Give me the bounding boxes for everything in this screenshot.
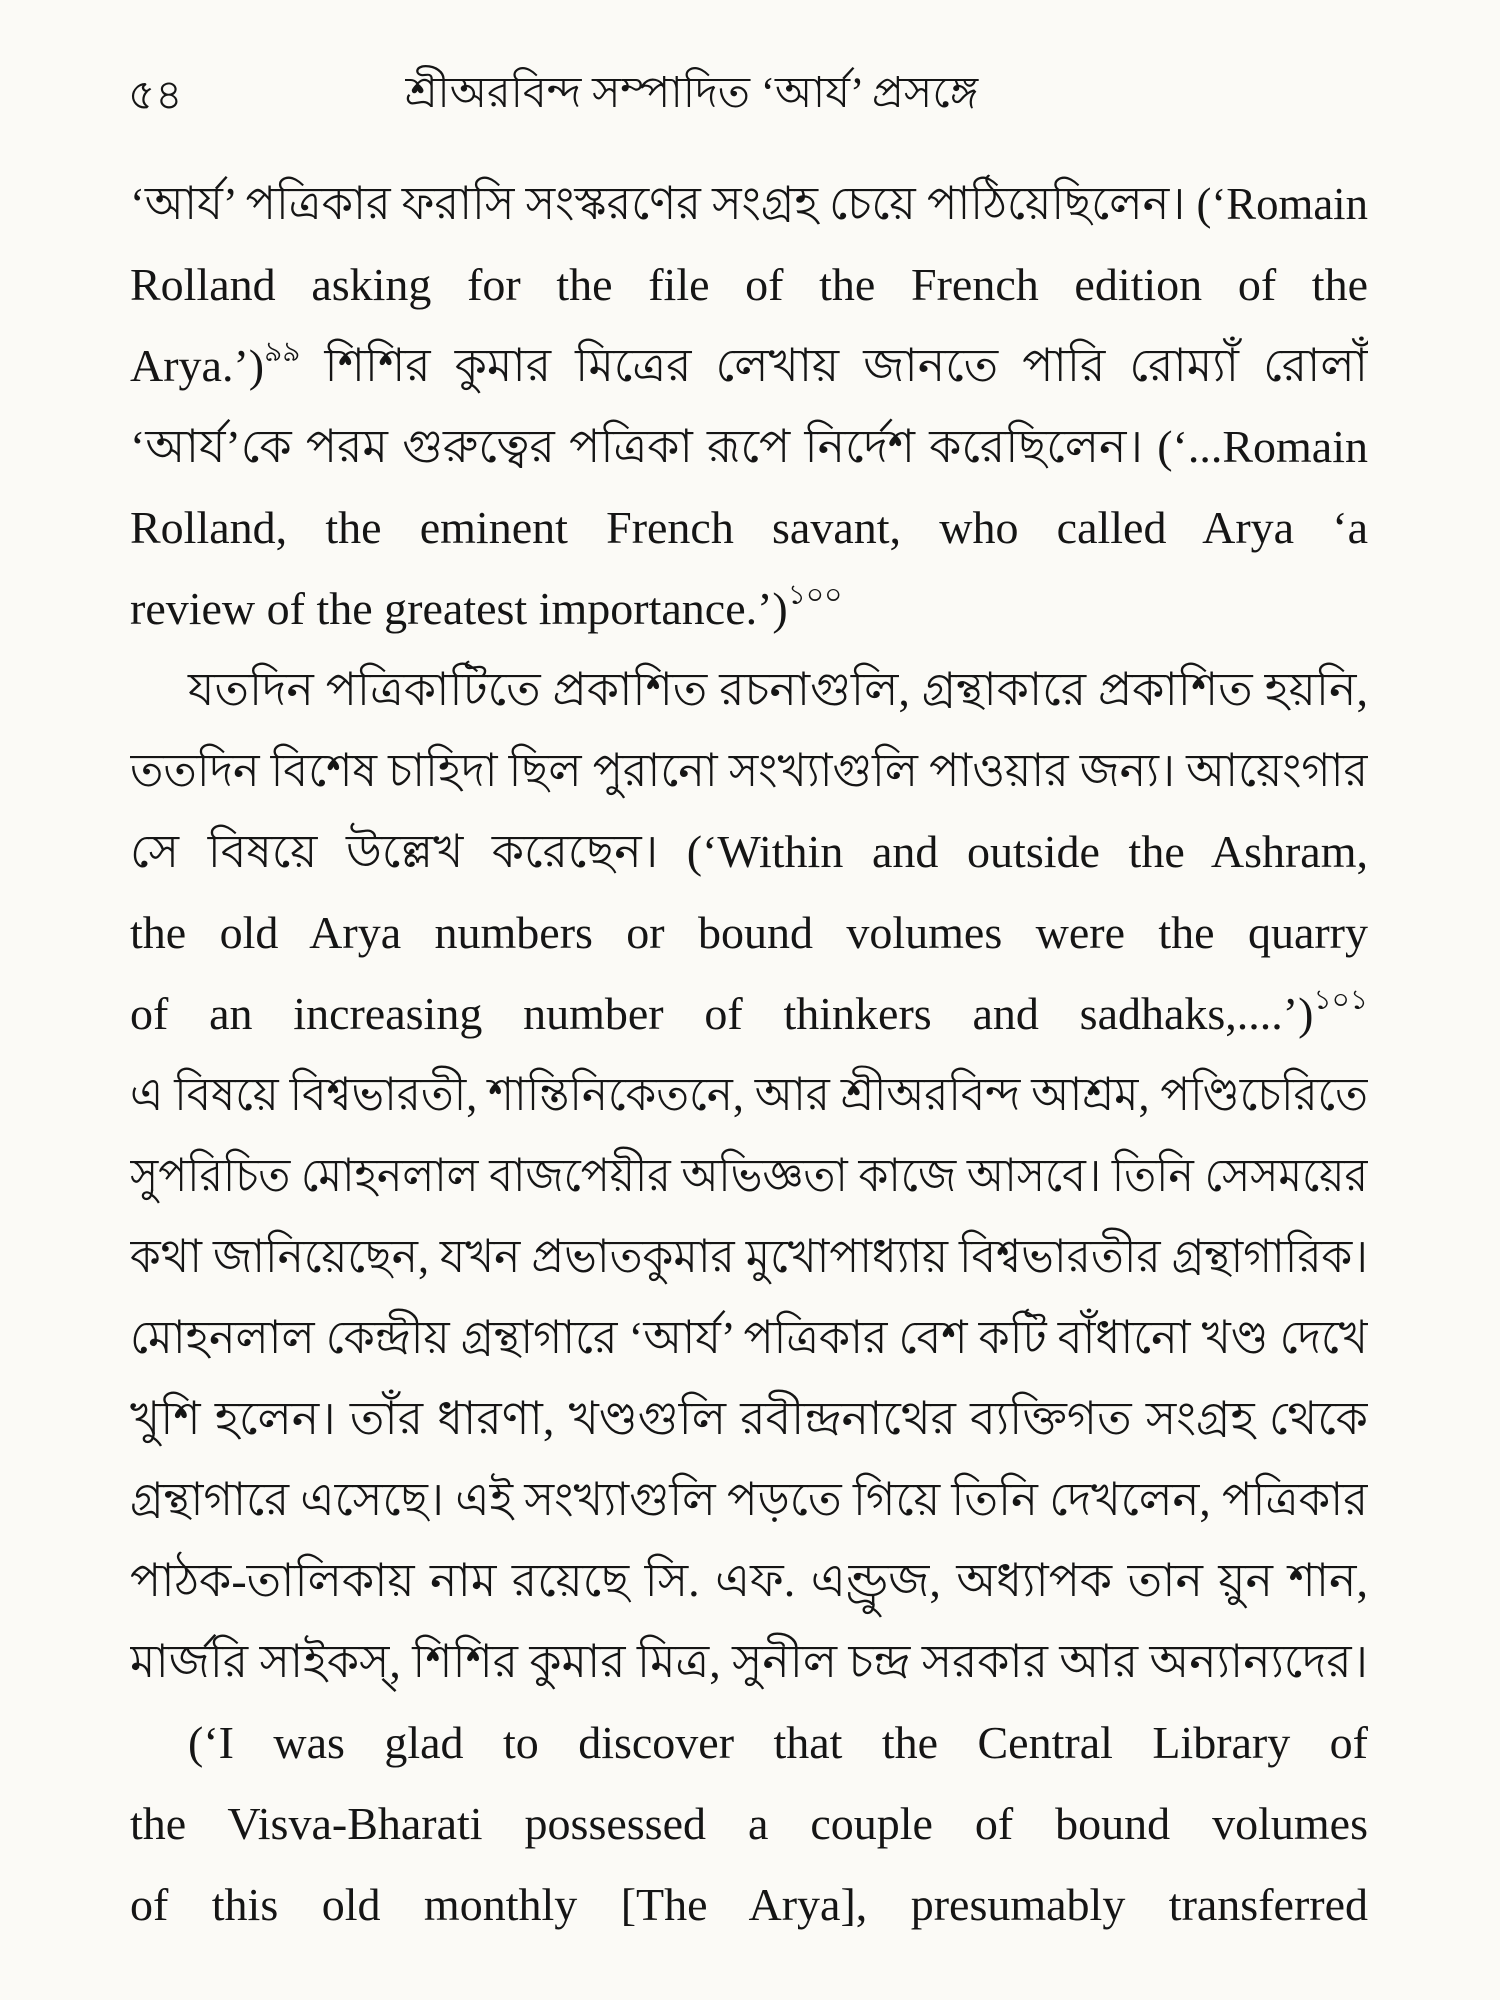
running-title: শ্রীঅরবিন্দ সম্পাদিত ‘আর্য’ প্রসঙ্গে (405, 70, 979, 117)
line-text: কথা জানিয়েছেন, যখন প্রভাতকুমার মুখোপাধ্যায় বিশ্বভারতীর গ্রন্থাগারিক। (130, 1231, 1368, 1282)
line-text: এ বিষয়ে বিশ্বভারতী, শান্তিনিকেতনে, আর শ্রীঅরবিন্দ আশ্রম, পণ্ডিচেরিতে (130, 1069, 1368, 1120)
line-text: ‘আর্য’কে পরম গুরুত্বের পত্রিকা রূপে নির্দেশ করেছিলেন। (‘...Romain (130, 421, 1368, 472)
page-number: ৫৪ (128, 73, 183, 119)
line-text: মোহনলাল কেন্দ্রীয় গ্রন্থাগারে ‘আর্য’ পত্রিকার বেশ কটি বাঁধানো খণ্ড দেখে (130, 1312, 1368, 1363)
line-text: ততদিন বিশেষ চাহিদা ছিল পুরানো সংখ্যাগুলি পাওয়ার জন্য। আয়েংগার (130, 745, 1368, 796)
text-line (130, 406, 1368, 487)
text-line (130, 1540, 1368, 1621)
text-line (130, 892, 1368, 973)
line-text-before-note: Arya.’) (130, 340, 265, 391)
line-text: যতদিন পত্রিকাটিতে প্রকাশিত রচনাগুলি, গ্রন্থাকারে প্রকাশিত হয়নি, (188, 664, 1368, 715)
line-text-before-note: of an increasing number of thinkers and sadhaks,....’) (130, 988, 1314, 1039)
body-text (130, 163, 1368, 1945)
text-line (130, 163, 1368, 244)
line-text: মার্জরি সাইকস্, শিশির কুমার মিত্র, সুনীল চন্দ্র সরকার আর অন্যান্যদের। (130, 1636, 1368, 1687)
line-text: গ্রন্থাগারে এসেছে। এই সংখ্যাগুলি পড়তে গিয়ে তিনি দেখলেন, পত্রিকার (130, 1474, 1368, 1525)
text-line (130, 487, 1368, 568)
line-text (130, 325, 1368, 406)
line-text: সে বিষয়ে উল্লেখ করেছেন। (‘Within and outside the Ashram, (130, 826, 1368, 877)
line-text: (‘I was glad to discover that the Central Library of (188, 1717, 1368, 1768)
text-line (130, 649, 1368, 730)
text-line (130, 325, 1368, 406)
line-text: the Visva-Bharati possessed a couple of bound volumes (130, 1798, 1368, 1849)
line-text (130, 568, 842, 649)
line-text: Rolland, the eminent French savant, who called Arya ‘a (130, 502, 1368, 553)
footnote-marker: ১০১ (1313, 985, 1368, 1016)
line-text: ‘আর্য’ পত্রিকার ফরাসি সংস্করণের সংগ্রহ চেয়ে পাঠিয়েছিলেন। (‘Romain (130, 178, 1368, 229)
text-line (130, 1135, 1368, 1216)
text-line (130, 1297, 1368, 1378)
text-line (130, 1378, 1368, 1459)
line-text-before-note: review of the greatest importance.’) (130, 583, 788, 634)
text-line (130, 1864, 1368, 1945)
text-line (130, 730, 1368, 811)
footnote-marker: ৯৯ (264, 337, 301, 368)
line-text: সুপরিচিত মোহনলাল বাজপেয়ীর অভিজ্ঞতা কাজে আসবে। তিনি সেসময়ের (130, 1150, 1368, 1201)
line-text-after-note: শিশির কুমার মিত্রের লেখায় জানতে পারি রোম্যাঁ রোলাঁ (300, 340, 1368, 391)
line-text (130, 973, 1368, 1054)
text-line (130, 973, 1368, 1054)
footnote-marker: ১০০ (787, 580, 843, 611)
line-text: Rolland asking for the file of the French edition of the (130, 259, 1368, 310)
text-line (130, 811, 1368, 892)
text-line (130, 1054, 1368, 1135)
text-line (130, 568, 1368, 649)
text-line (130, 1702, 1368, 1783)
text-line (130, 1621, 1368, 1702)
line-text: of this old monthly [The Arya], presumably transferred (130, 1879, 1368, 1930)
text-line (130, 1783, 1368, 1864)
text-line (130, 1216, 1368, 1297)
line-text: the old Arya numbers or bound volumes were the quarry (130, 907, 1368, 958)
text-line (130, 244, 1368, 325)
line-text: পাঠক-তালিকায় নাম রয়েছে সি. এফ. এণ্ড্রুজ, অধ্যাপক তান য়ুন শান, (130, 1555, 1368, 1606)
text-line (130, 1459, 1368, 1540)
line-text: খুশি হলেন। তাঁর ধারণা, খণ্ডগুলি রবীন্দ্রনাথের ব্যক্তিগত সংগ্রহ থেকে (130, 1393, 1368, 1444)
